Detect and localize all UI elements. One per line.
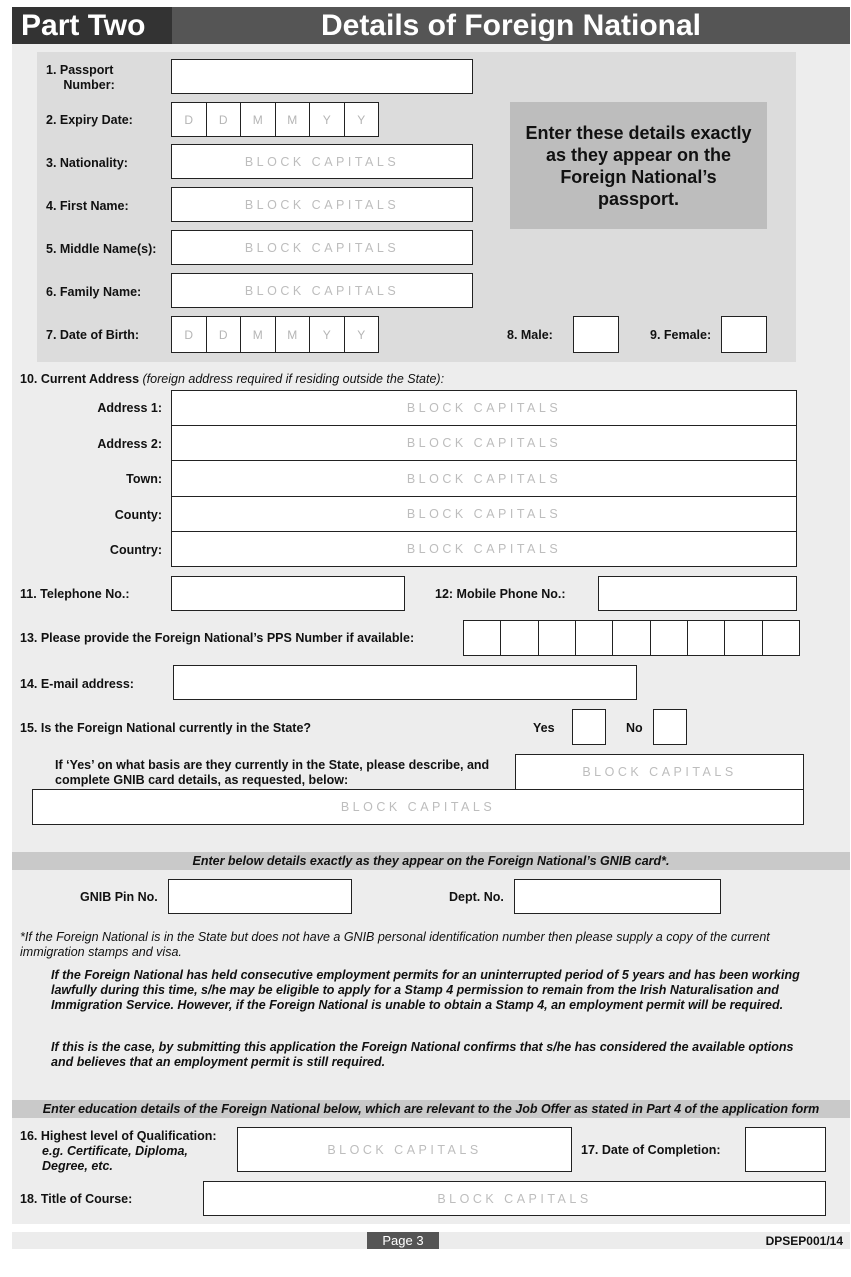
address-heading xyxy=(20,372,444,386)
middle-names-label: 5. Middle Name(s): xyxy=(46,242,157,256)
date-cell: M xyxy=(275,103,310,136)
dept-input[interactable] xyxy=(514,879,721,914)
date-cell: D xyxy=(206,317,241,352)
date-cell: M xyxy=(240,103,275,136)
nationality-label: 3. Nationality: xyxy=(46,156,128,170)
female-checkbox[interactable] xyxy=(721,316,767,353)
pps-label: 13. Please provide the Foreign National’s PPS Number if available: xyxy=(20,631,415,645)
address-2-label: Address 2: xyxy=(97,437,162,451)
address-2-input[interactable]: BLOCK CAPITALS xyxy=(171,425,797,461)
part-label: Part Two xyxy=(12,7,172,44)
female-label: 9. Female: xyxy=(650,328,712,342)
date-cell: D xyxy=(206,103,241,136)
gnib-pin-label: GNIB Pin No. xyxy=(80,890,158,904)
email-input[interactable] xyxy=(173,665,637,700)
dept-label: Dept. No. xyxy=(449,890,504,904)
date-cell: Y xyxy=(344,317,379,352)
qualification-input[interactable]: BLOCK CAPITALS xyxy=(237,1127,572,1172)
page-title: Details of Foreign National xyxy=(320,8,702,42)
male-checkbox[interactable] xyxy=(573,316,619,353)
date-of-birth-label: 7. Date of Birth: xyxy=(46,328,140,342)
address-1-input[interactable]: BLOCK CAPITALS xyxy=(171,390,797,426)
course-input[interactable]: BLOCK CAPITALS xyxy=(203,1181,826,1216)
gnib-band: Enter below details exactly as they appear on the Foreign National’s GNIB card*. xyxy=(12,852,850,870)
passport-number-label: 1. Passport Number: xyxy=(46,63,115,92)
gnib-footnote: *If the Foreign National is in the State but does not have a GNIB personal identification number then please supply a copy of the current immigration stamps and visa. xyxy=(20,930,770,959)
date-cell: D xyxy=(184,112,194,127)
no-label: No xyxy=(626,721,643,735)
date-cell: Y xyxy=(309,103,344,136)
completion-label: 17. Date of Completion: xyxy=(581,1143,721,1157)
expiry-date-label: 2. Expiry Date: xyxy=(46,113,133,127)
male-label: 8. Male: xyxy=(507,328,553,342)
mobile-input[interactable] xyxy=(598,576,797,611)
qualification-label: 16. Highest level of Qualification: xyxy=(20,1129,217,1143)
nationality-input[interactable]: BLOCK CAPITALS xyxy=(171,144,473,179)
page-number: Page 3 xyxy=(367,1232,439,1249)
education-band: Enter education details of the Foreign National below, which are relevant to the Job Offer as stated in Part 4 of the application form xyxy=(12,1100,850,1118)
address-heading-text: 10. Current Address xyxy=(20,372,140,386)
country-input[interactable]: BLOCK CAPITALS xyxy=(171,531,797,567)
email-label: 14. E-mail address: xyxy=(20,677,134,691)
basis-input-short[interactable]: BLOCK CAPITALS xyxy=(515,754,804,790)
pps-cell xyxy=(464,621,500,655)
address-heading-note: (foreign address required if residing outside the State): xyxy=(142,372,445,386)
family-name-label: 6. Family Name: xyxy=(46,285,142,299)
date-cell: Y xyxy=(309,317,344,352)
town-input[interactable]: BLOCK CAPITALS xyxy=(171,460,797,497)
basis-label: If ‘Yes’ on what basis are they currently in the State, please describe, and complete GNIB card details, as requested, below: xyxy=(55,758,490,787)
mobile-label: 12: Mobile Phone No.: xyxy=(435,587,566,601)
pps-cell xyxy=(612,621,649,655)
passport-notice: Enter these details exactly as they appear on the Foreign National’s passport. xyxy=(510,102,767,229)
confirm-note: If this is the case, by submitting this application the Foreign National confirms that s/he has considered the available options and believes that an employment permit is still required. xyxy=(51,1040,794,1069)
telephone-label: 11. Telephone No.: xyxy=(20,587,130,601)
yes-checkbox[interactable] xyxy=(572,709,606,745)
middle-names-input[interactable]: BLOCK CAPITALS xyxy=(171,230,473,265)
stamp4-note: If the Foreign National has held consecutive employment permits for an uninterrupted period of 5 years and has been working lawfully during this time, s/he may be eligible to apply for a Stamp 4 permission to remain from the Irish Naturalisation and Immigration Service. However, if the Foreign National is unable to obtain a Stamp 4, an employment permit will be required. xyxy=(51,968,800,1012)
pps-cell xyxy=(762,621,799,655)
date-cell: D xyxy=(184,327,194,342)
no-checkbox[interactable] xyxy=(653,709,687,745)
course-label: 18. Title of Course: xyxy=(20,1192,133,1206)
pps-cell xyxy=(724,621,761,655)
pps-cell xyxy=(538,621,575,655)
expiry-date-input[interactable] xyxy=(171,102,379,137)
first-name-input[interactable]: BLOCK CAPITALS xyxy=(171,187,473,222)
qualification-example: e.g. Certificate, Diploma, Degree, etc. xyxy=(42,1144,188,1173)
gnib-pin-input[interactable] xyxy=(168,879,352,914)
first-name-label: 4. First Name: xyxy=(46,199,129,213)
country-label: Country: xyxy=(109,543,162,557)
pps-number-input[interactable] xyxy=(463,620,800,656)
pps-cell xyxy=(687,621,724,655)
date-cell: M xyxy=(240,317,275,352)
date-of-birth-input[interactable] xyxy=(171,316,379,353)
county-label: County: xyxy=(114,508,162,522)
town-label: Town: xyxy=(126,472,162,486)
pps-cell xyxy=(575,621,612,655)
in-state-question: 15. Is the Foreign National currently in the State? xyxy=(20,721,312,735)
family-name-input[interactable]: BLOCK CAPITALS xyxy=(171,273,473,308)
form-code: DPSEP001/14 xyxy=(765,1233,843,1248)
yes-label: Yes xyxy=(533,721,555,735)
date-cell: Y xyxy=(344,103,379,136)
completion-input[interactable] xyxy=(745,1127,826,1172)
county-input[interactable]: BLOCK CAPITALS xyxy=(171,496,797,532)
basis-input-long[interactable]: BLOCK CAPITALS xyxy=(32,789,804,825)
pps-cell xyxy=(500,621,537,655)
address-1-label: Address 1: xyxy=(97,401,162,415)
telephone-input[interactable] xyxy=(171,576,405,611)
pps-cell xyxy=(650,621,687,655)
date-cell: M xyxy=(275,317,310,352)
passport-number-input[interactable] xyxy=(171,59,473,94)
